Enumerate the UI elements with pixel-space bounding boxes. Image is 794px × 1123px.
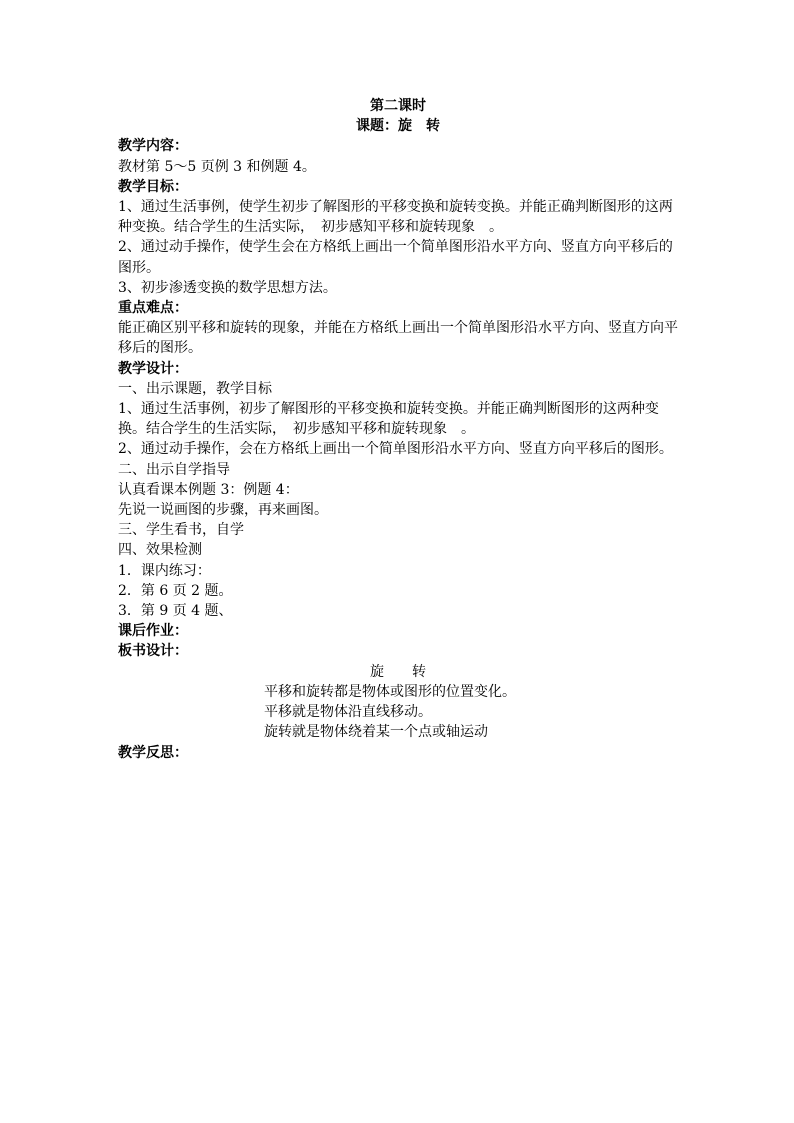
board-line-2: 平移就是物体沿直线移动。 bbox=[264, 704, 432, 721]
key-points-text: 能正确区别平移和旋转的现象，并能在方格纸上画出一个简单图形沿水平方向、竖直方向平移后的图形。 bbox=[118, 320, 678, 357]
design-item: 四、效果检测 bbox=[118, 542, 202, 559]
design-item: 认真看课本例题 3：例题 4： bbox=[118, 481, 299, 498]
design-item: 2、通过动手操作，会在方格纸上画出一个简单图形沿水平方向、竖直方向平移后的图形。 bbox=[118, 441, 673, 458]
design-item: 1、通过生活事例，初步了解图形的平移变换和旋转变换。并能正确判断图形的这两种变换。结合学生的生活实际， 初步感知平移和旋转现象 。 bbox=[118, 401, 659, 438]
board-title: 旋 转 bbox=[370, 663, 426, 680]
board-line-1: 平移和旋转都是物体或图形的位置变化。 bbox=[264, 683, 516, 700]
design-item: 三、学生看书，自学 bbox=[118, 522, 244, 539]
board-line-3: 旋转就是物体绕着某一个点或轴运动 bbox=[264, 724, 488, 741]
design-item: 二、出示自学指导 bbox=[118, 461, 230, 478]
design-item: 一、出示课题，教学目标 bbox=[118, 380, 272, 397]
content-heading: 教学内容： bbox=[118, 138, 188, 155]
design-item: 2．第 6 页 2 题。 bbox=[118, 582, 233, 599]
content-text: 教材第 5～5 页例 3 和例题 4。 bbox=[118, 158, 316, 175]
key-points-heading: 重点难点： bbox=[118, 300, 188, 317]
design-item: 先说一说画图的步骤，再来画图。 bbox=[118, 502, 328, 519]
reflection-heading: 教学反思： bbox=[118, 744, 188, 761]
homework-heading: 课后作业： bbox=[118, 623, 188, 640]
goal-item-2: 2、通过动手操作，使学生会在方格纸上画出一个简单图形沿水平方向、竖直方向平移后的图形。 bbox=[118, 239, 673, 276]
goal-item-3: 3、初步渗透变换的数学思想方法。 bbox=[118, 279, 337, 296]
goals-heading: 教学目标： bbox=[118, 178, 188, 195]
lesson-topic: 课题：旋 转 bbox=[356, 118, 440, 135]
lesson-plan bbox=[118, 96, 678, 763]
lesson-number: 第二课时 bbox=[370, 98, 426, 114]
goal-item-1: 1、通过生活事例，使学生初步了解图形的平移变换和旋转变换。并能正确判断图形的这两种变换。结合学生的生活实际， 初步感知平移和旋转现象 。 bbox=[118, 199, 673, 236]
board-heading: 板书设计： bbox=[118, 643, 188, 660]
design-item: 3．第 9 页 4 题、 bbox=[118, 603, 233, 620]
design-item: 1．课内练习： bbox=[118, 562, 211, 579]
design-heading: 教学设计： bbox=[118, 360, 188, 377]
